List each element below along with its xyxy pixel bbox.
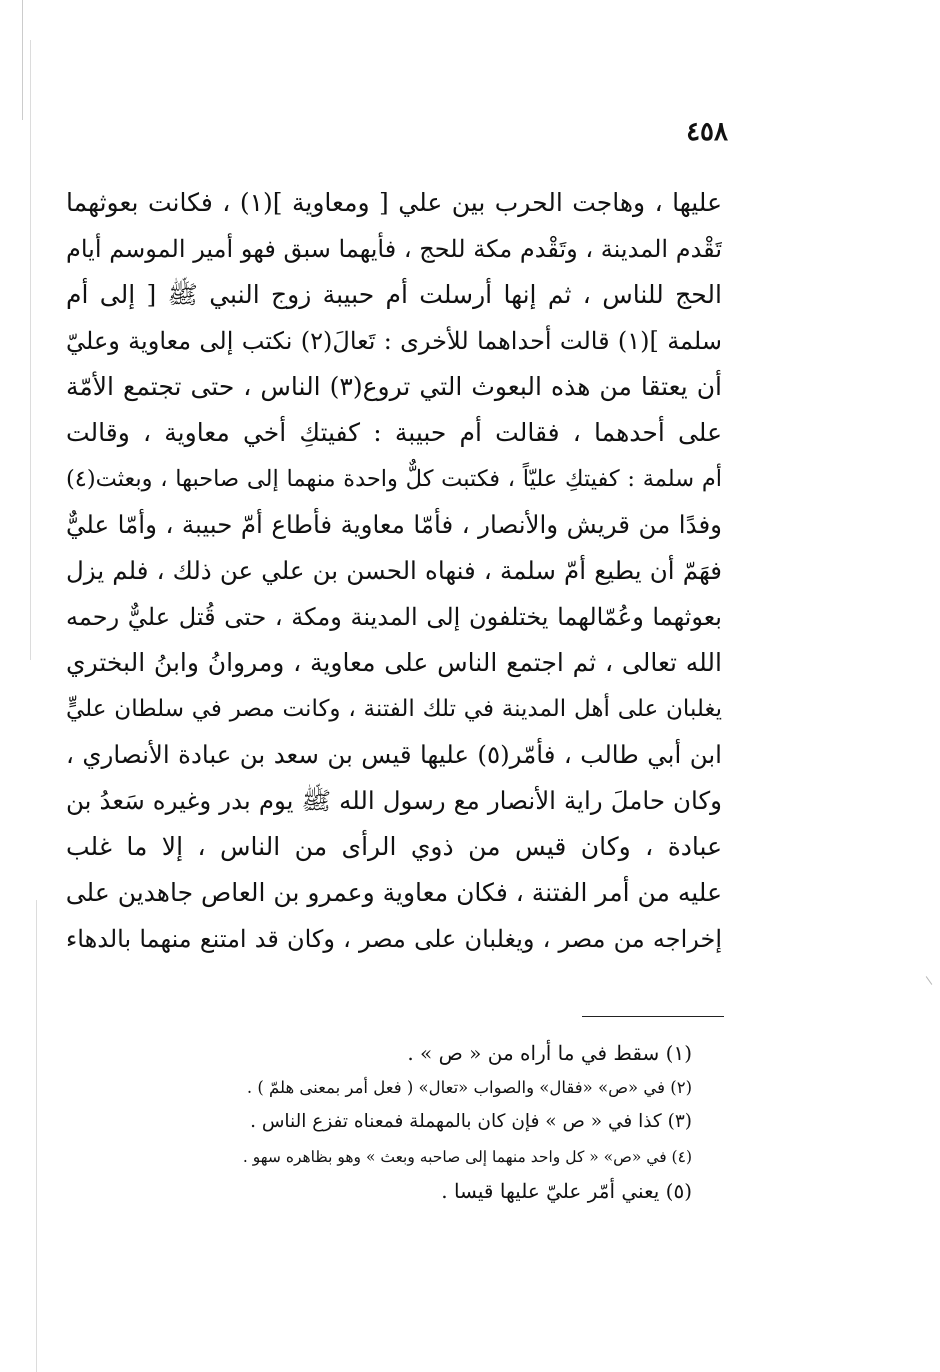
body-line: يغلبان على أهل المدينة في تلك الفتنة ، وكانت مصر في سلطان عليٍّ — [66, 696, 722, 722]
body-line: ابن أبي طالب ، فأمّر(٥) عليها قيس بن سعد بن عبادة الأنصاري ، — [66, 740, 722, 769]
footnote: (٣) كذا في « ص » فإن كان بالمهملة فمعناه تفزع الناس . — [250, 1111, 692, 1132]
body-line: أم سلمة : كفيتكِ عليّاً ، فكتبت كلٌّ واحدة منهما إلى صاحبها ، وبعثت(٤) — [66, 466, 722, 492]
footnote: (٥) يعني أمّر عليّ عليها قيسا . — [441, 1179, 692, 1203]
binding-edge-line — [22, 0, 23, 120]
body-line: على أحدهما ، فقالت أم حبيبة : كفيتكِ أخي معاوية ، وقالت — [66, 418, 722, 447]
body-line: الله تعالى ، ثم اجتمع الناس على معاوية ، ومروانُ وابنُ البختري — [66, 648, 722, 677]
body-text — [66, 180, 722, 962]
footnote: (٤) في «ص» « كل واحد منهما إلى صاحبه وبعث » وهو بظاهره سهو . — [242, 1147, 692, 1166]
binding-edge-line — [36, 900, 37, 1372]
scan-mark — [926, 976, 933, 985]
body-line: أن يعتقا من هذه البعوث التي تروع(٣) الناس ، حتى تجتمع الأمّة — [66, 372, 722, 401]
footnote: (١) سقط في ما أراه من « ص » . — [407, 1041, 692, 1065]
body-line: فهَمّ أن يطيع أمّ سلمة ، فنهاه الحسن بن علي عن ذلك ، فلم يزل — [66, 556, 722, 585]
body-line: بعوثهما وعُمّالهما يختلفون إلى المدينة ومكة ، حتى قُتل عليٌّ رحمه — [66, 603, 722, 631]
body-line: تَقْدم المدينة ، وتَقْدم مكة للحج ، فأيهما سبق فهو أمير الموسم أيام — [66, 235, 722, 263]
body-line: وكان حاملَ راية الأنصار مع رسول الله ﷺ يوم بدر وغيره سَعدُ بن — [66, 786, 722, 815]
footnotes — [240, 1036, 692, 1209]
footnote: (٢) في «ص» «فقال» والصواب «تعال» ( فعل أمر بمعنى هلمّ ) . — [246, 1077, 692, 1097]
body-line: عبادة ، وكان قيس من ذوي الرأى من الناس ، إلا ما غلب — [66, 832, 722, 861]
body-line: سلمة ](١) قالت أحداهما للأخرى : تَعالَ(٢) نكتب إلى معاوية وعليّ — [66, 327, 722, 355]
body-line: إخراجه من مصر ، ويغلبان على مصر ، وكان قد امتنع منهما بالدهاء — [66, 925, 722, 953]
page-number: ٤٥٨ — [686, 117, 728, 147]
binding-edge-line — [30, 40, 31, 660]
footnote-divider — [582, 1016, 724, 1017]
body-line: الحج للناس ، ثم إنها أرسلت أم حبيبة زوج النبي ﷺ [ إلى أم — [66, 280, 722, 309]
body-line: عليه من أمر الفتنة ، فكان معاوية وعمرو بن العاص جاهدين على — [66, 878, 722, 907]
body-line: عليها ، وهاجت الحرب بين علي [ ومعاوية ](١) ، فكانت بعوثهما — [66, 188, 722, 217]
body-line: وفدًا من قريش والأنصار ، فأمّا معاوية فأطاع أمّ حبيبة ، وأمّا عليٌّ — [66, 510, 722, 539]
